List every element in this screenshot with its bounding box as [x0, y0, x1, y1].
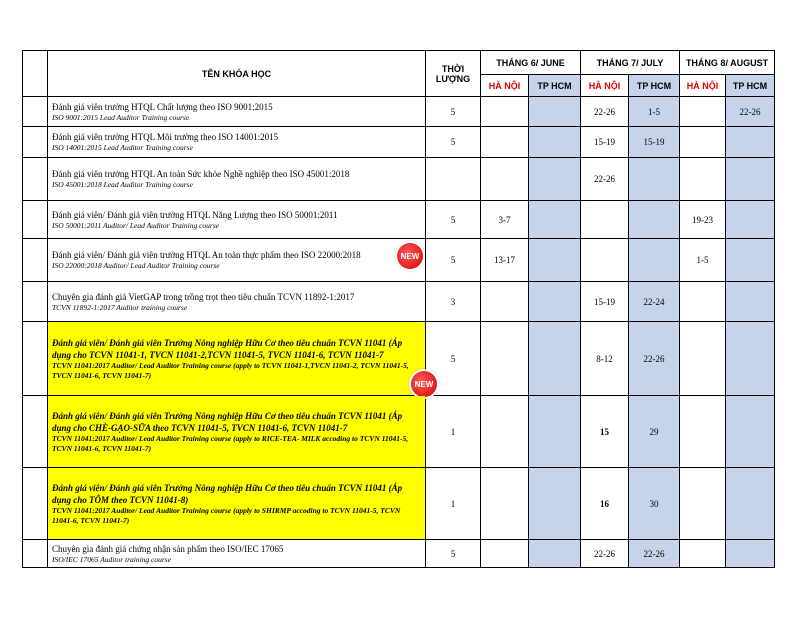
- course-name-vi: Chuyên gia đánh giá chứng nhận sản phẩm theo ISO/IEC 17065: [52, 543, 284, 554]
- course-name-cell: [48, 127, 426, 158]
- table-row: [23, 540, 775, 568]
- august-hanoi-cell: [680, 322, 726, 396]
- august-hcm-cell: [726, 540, 775, 568]
- july-hanoi-cell: 22-26: [581, 158, 629, 201]
- july-hcm-cell: 15-19: [629, 127, 680, 158]
- course-name-vi: Đánh giá viên trưởng HTQL Môi trường theo ISO 14001:2015: [52, 132, 279, 142]
- august-hcm-cell: [726, 468, 775, 540]
- month-june-header: THÁNG 6/ JUNE: [481, 51, 581, 75]
- index-header-cell: [23, 51, 48, 97]
- july-hcm-cell: 22-26: [629, 322, 680, 396]
- july-hcm-cell: 29: [629, 396, 680, 468]
- july-hcm-header: TP HCM: [629, 75, 680, 97]
- index-cell: [23, 239, 48, 282]
- july-hanoi-cell: [581, 201, 629, 239]
- course-name-cell: [48, 239, 426, 282]
- july-hcm-cell: 22-26: [629, 540, 680, 568]
- table-row: [23, 97, 775, 127]
- table-row: [23, 201, 775, 239]
- july-hcm-cell: [629, 158, 680, 201]
- course-name-cell: [48, 97, 426, 127]
- new-badge-icon: NEW: [397, 243, 423, 269]
- course-name-en: TCVN 11041:2017 Auditor/ Lead Auditor Training course (apply to TCVN 11041-1,TVCN 11041-2, TCVN 11041-5, TVCN 11041-6, TCVN 11041-7): [52, 360, 409, 380]
- duration-cell: 5: [426, 127, 481, 158]
- june-hanoi-header: HÀ NỘI: [481, 75, 529, 97]
- june-hanoi-cell: 3-7: [481, 201, 529, 239]
- duration-header: THỜI LƯỢNG: [426, 51, 481, 97]
- course-name-vi: Đánh giá viên trưởng HTQL An toàn Sức khỏe Nghề nghiệp theo ISO 45001:2018: [52, 169, 350, 179]
- august-hanoi-cell: [680, 396, 726, 468]
- july-hcm-cell: [629, 239, 680, 282]
- course-name-vi: Đánh giá viên/ Đánh giá viên trưởng HTQL Năng Lượng theo ISO 50001:2011: [52, 209, 338, 220]
- course-name-cell: [48, 396, 426, 468]
- june-hanoi-cell: [481, 97, 529, 127]
- course-name-cell: [48, 468, 426, 540]
- index-cell: [23, 540, 48, 568]
- table-row: [23, 158, 775, 201]
- table-row: [23, 282, 775, 322]
- june-hcm-cell: [529, 468, 581, 540]
- august-hanoi-cell: [680, 127, 726, 158]
- august-hanoi-cell: [680, 282, 726, 322]
- course-name-vi: Đánh giá viên trưởng HTQL Chất lượng theo ISO 9001:2015: [52, 101, 273, 112]
- table-row: [23, 396, 775, 468]
- july-hcm-cell: 22-24: [629, 282, 680, 322]
- course-schedule-table: [22, 50, 775, 568]
- august-hanoi-cell: [680, 468, 726, 540]
- course-name-cell: [48, 540, 426, 568]
- july-hanoi-header: HÀ NỘI: [581, 75, 629, 97]
- august-hcm-cell: [726, 201, 775, 239]
- june-hcm-cell: [529, 97, 581, 127]
- august-hanoi-cell: 1-5: [680, 239, 726, 282]
- duration-cell: 5: [426, 540, 481, 568]
- month-july-header: THÁNG 7/ JULY: [581, 51, 680, 75]
- course-name-header: TÊN KHÓA HỌC: [48, 51, 426, 97]
- june-hanoi-cell: [481, 282, 529, 322]
- course-name-en: ISO 14001:2015 Lead Auditor Training course: [52, 143, 193, 152]
- june-hcm-header: TP HCM: [529, 75, 581, 97]
- index-cell: [23, 201, 48, 239]
- duration-cell: 1: [426, 396, 481, 468]
- june-hcm-cell: [529, 540, 581, 568]
- course-name-cell: [48, 322, 434, 396]
- june-hanoi-cell: [481, 396, 529, 468]
- june-hcm-cell: [529, 158, 581, 201]
- august-hanoi-cell: [680, 97, 726, 127]
- june-hcm-cell: [529, 239, 581, 282]
- july-hanoi-cell: 15-19: [581, 127, 629, 158]
- july-hcm-cell: 1-5: [629, 97, 680, 127]
- index-cell: [23, 97, 48, 127]
- index-cell: [23, 127, 48, 158]
- course-name-cell: [48, 282, 426, 322]
- course-name-en: ISO 50001:2011 Auditor/ Lead Auditor Training course: [52, 220, 220, 230]
- course-name-en: ISO/IEC 17065 Auditor training course: [52, 554, 172, 564]
- duration-cell: 3: [426, 282, 481, 322]
- august-hcm-cell: 22-26: [726, 97, 775, 127]
- index-cell: [23, 322, 48, 396]
- july-hcm-cell: 30: [629, 468, 680, 540]
- august-hcm-cell: [726, 127, 775, 158]
- july-hanoi-cell: [581, 239, 629, 282]
- august-hanoi-cell: 19-23: [680, 201, 726, 239]
- course-name-cell: [48, 201, 426, 239]
- course-name-en: ISO 45001:2018 Lead Auditor Training course: [52, 180, 193, 189]
- course-name-vi: Đánh giá viên/ Đánh giá viên trưởng HTQL An toàn thực phẩm theo ISO 22000:2018: [52, 250, 361, 260]
- course-name-vi: Đánh giá viên/ Đánh giá viên Trưởng Nông nghiệp Hữu Cơ theo tiêu chuẩn TCVN 11041 (Áp dụng cho TÔM theo TCVN 11041-8): [52, 482, 403, 505]
- duration-cell: 5: [426, 322, 481, 396]
- duration-cell: 5: [426, 201, 481, 239]
- june-hanoi-cell: [481, 127, 529, 158]
- course-name-en: TCVN 11041:2017 Auditor/ Lead Auditor Training course (apply to RICE-TEA- MILK accoding to TCVN 11041-5, TCVN 11041-6, TCVN 11041-7): [52, 433, 409, 453]
- table-row: [23, 239, 775, 282]
- table-row: [23, 468, 775, 540]
- course-name-vi: Đánh giá viên/ Đánh giá viên Trưởng Nông nghiệp Hữu Cơ theo tiêu chuẩn TCVN 11041 (Áp dụng cho CHÈ-GẠO-SỮA theo TCVN 11041-5, TVCN 11041-6, TCVN 11041-7: [52, 410, 403, 433]
- duration-cell: [426, 158, 481, 201]
- august-hcm-cell: [726, 282, 775, 322]
- july-hanoi-cell: 16: [581, 468, 629, 540]
- course-name-en: TCVN 11892-1:2017 Auditor training course: [52, 302, 188, 312]
- june-hanoi-cell: [481, 468, 529, 540]
- june-hcm-cell: [529, 201, 581, 239]
- duration-cell: 1: [426, 468, 481, 540]
- index-cell: [23, 396, 48, 468]
- june-hcm-cell: [529, 396, 581, 468]
- august-hcm-cell: [726, 158, 775, 201]
- june-hcm-cell: [529, 282, 581, 322]
- august-hcm-header: TP HCM: [726, 75, 775, 97]
- index-cell: [23, 468, 48, 540]
- june-hanoi-cell: [481, 322, 529, 396]
- august-hcm-cell: [726, 396, 775, 468]
- duration-cell: 5: [426, 239, 481, 282]
- course-name-en: TCVN 11041:2017 Auditor/ Lead Auditor Training course (apply to SHIRMP accoding to TCVN 11041-5, TCVN 11041-6, TCVN 11041-7): [52, 505, 401, 525]
- july-hanoi-cell: 22-26: [581, 540, 629, 568]
- course-name-cell: [48, 158, 426, 201]
- june-hcm-cell: [529, 322, 581, 396]
- july-hanoi-cell: 15: [581, 396, 629, 468]
- duration-cell: 5: [426, 97, 481, 127]
- june-hanoi-cell: [481, 158, 529, 201]
- august-hanoi-header: HÀ NỘI: [680, 75, 726, 97]
- august-hanoi-cell: [680, 540, 726, 568]
- table-row: [23, 127, 775, 158]
- july-hanoi-cell: 22-26: [581, 97, 629, 127]
- august-hcm-cell: [726, 322, 775, 396]
- new-badge-icon: NEW: [411, 371, 437, 397]
- july-hcm-cell: [629, 201, 680, 239]
- course-name-en: ISO 22000:2018 Auditor/ Lead Auditor Training course: [52, 261, 220, 270]
- table-row: [23, 322, 775, 396]
- july-hanoi-cell: 8-12: [581, 322, 629, 396]
- june-hcm-cell: [529, 127, 581, 158]
- june-hanoi-cell: 13-17: [481, 239, 529, 282]
- index-cell: [23, 282, 48, 322]
- course-name-vi: Chuyên gia đánh giá VietGAP trong trồng trọt theo tiêu chuẩn TCVN 11892-1:2017: [52, 291, 355, 302]
- course-name-en: ISO 9001:2015 Lead Auditor Training course: [52, 112, 190, 122]
- june-hanoi-cell: [481, 540, 529, 568]
- course-name-vi: Đánh giá viên/ Đánh giá viên Trưởng Nông nghiệp Hữu Cơ theo tiêu chuẩn TCVN 11041 (Áp dụng cho TCVN 11041-1, TVCN 11041-2,TCVN 11041-5, TVCN 11041-6, TCVN 11041-7: [52, 337, 403, 360]
- august-hcm-cell: [726, 239, 775, 282]
- index-cell: [23, 158, 48, 201]
- july-hanoi-cell: 15-19: [581, 282, 629, 322]
- month-august-header: THÁNG 8/ AUGUST: [680, 51, 775, 75]
- august-hanoi-cell: [680, 158, 726, 201]
